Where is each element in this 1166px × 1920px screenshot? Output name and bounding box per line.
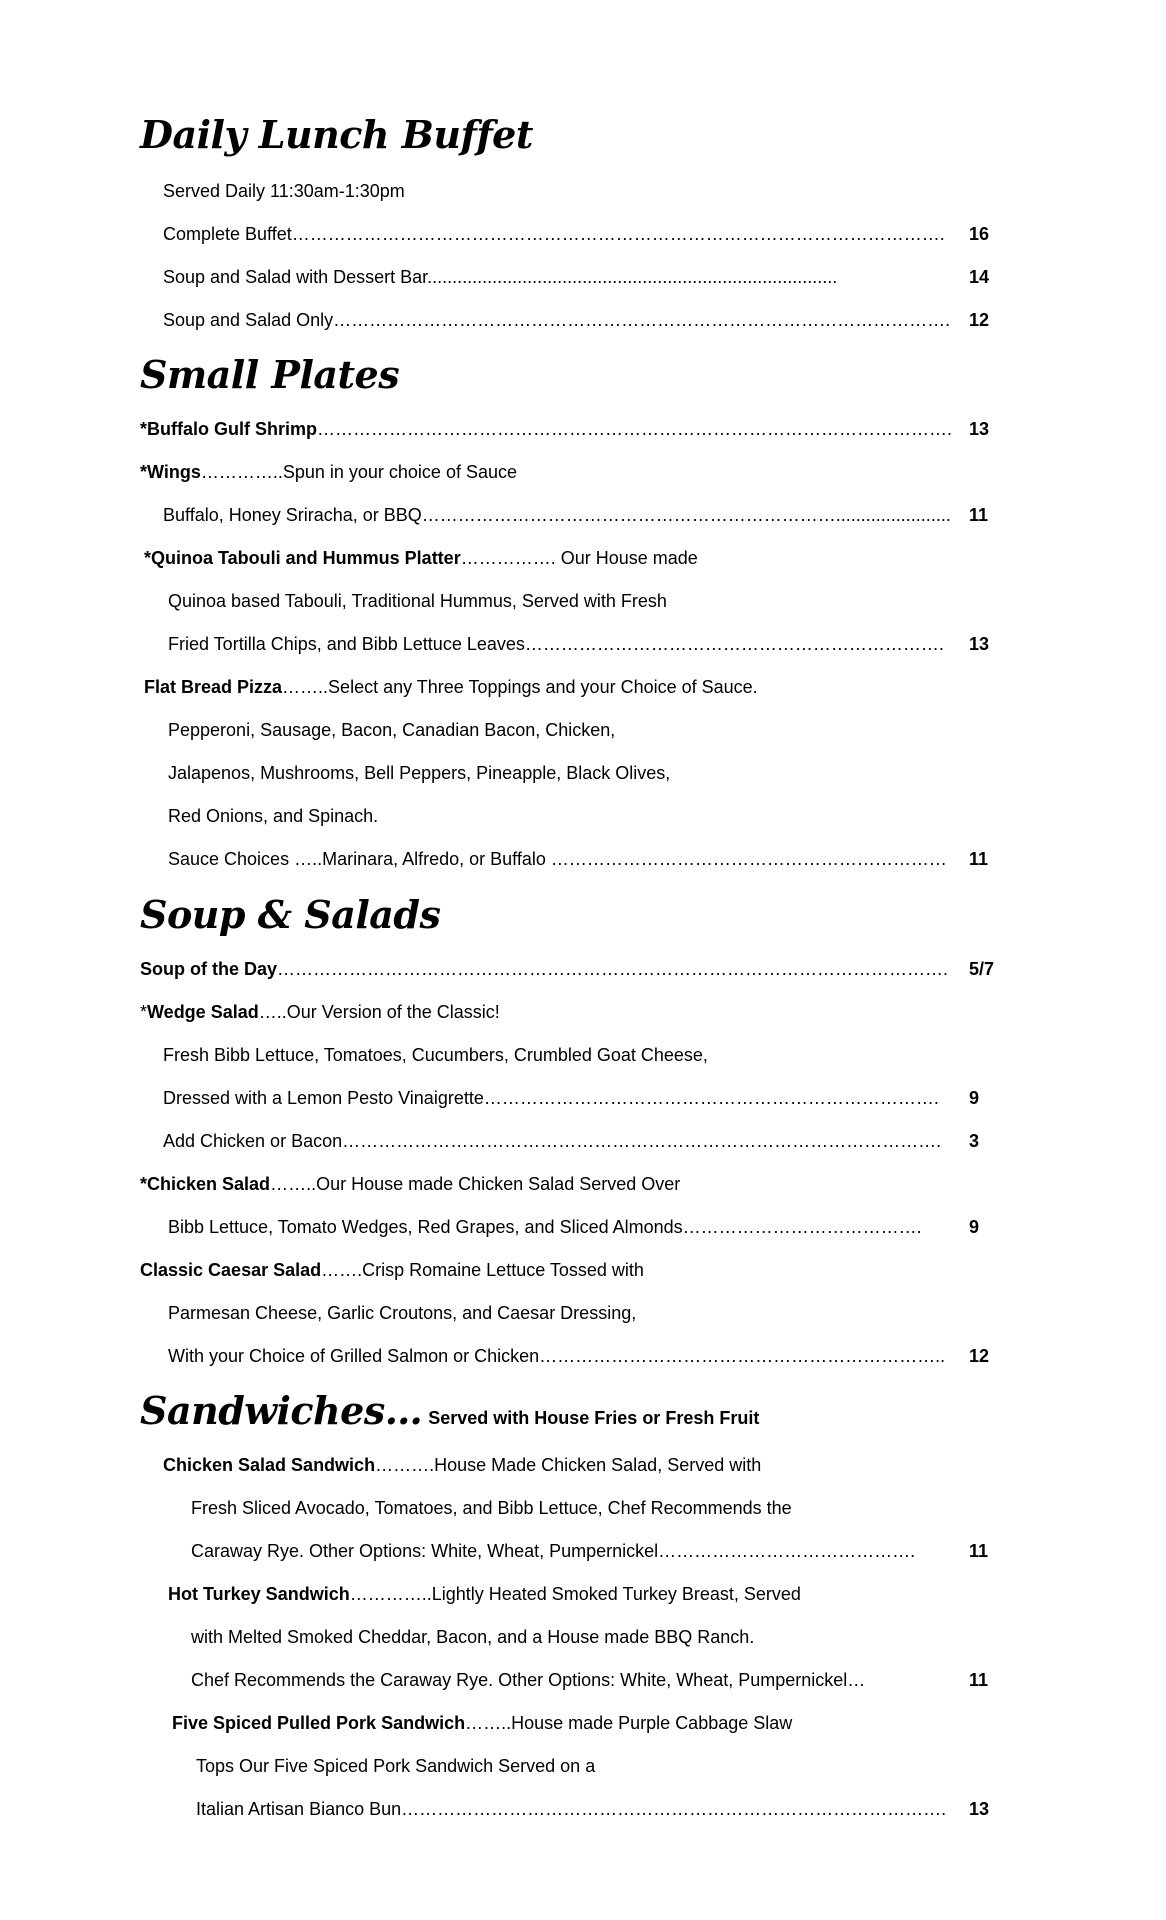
list-item bbox=[0, 715, 1166, 745]
list-item bbox=[0, 1708, 1166, 1738]
list-item bbox=[0, 1126, 1166, 1156]
item-name: Soup of the Day bbox=[140, 959, 278, 979]
item-desc: Bibb Lettuce, Tomato Wedges, Red Grapes, and Sliced Almonds…………………………………. bbox=[168, 1217, 922, 1237]
item-desc: Fresh Bibb Lettuce, Tomatoes, Cucumbers, Crumbled Goat Cheese, bbox=[163, 1045, 708, 1065]
list-item bbox=[0, 997, 1166, 1027]
menu-item-text: Soup and Salad Only…………………………………………………………………………………………. bbox=[163, 310, 951, 330]
menu-item-price: 11 bbox=[969, 505, 989, 525]
item-name: Flat Bread Pizza bbox=[144, 677, 283, 697]
item-name: *Chicken Salad bbox=[140, 1174, 271, 1194]
item-desc: …….Crisp Romaine Lettuce Tossed with bbox=[321, 1260, 644, 1280]
list-item bbox=[0, 801, 1166, 831]
item-desc: Add Chicken or Bacon………………………………………………………………………………………. bbox=[163, 1131, 942, 1151]
sandwiches-heading bbox=[140, 1388, 759, 1441]
lunch-buffet-heading: Daily Lunch Buffet bbox=[140, 112, 533, 157]
sandwiches-subtitle: Served with House Fries or Fresh Fruit bbox=[428, 1408, 760, 1428]
list-item bbox=[0, 672, 1166, 702]
served-hours: Served Daily 11:30am-1:30pm bbox=[163, 181, 405, 201]
menu-item-price: 9 bbox=[969, 1217, 980, 1237]
item-desc: Parmesan Cheese, Garlic Croutons, and Caesar Dressing, bbox=[168, 1303, 637, 1323]
list-item bbox=[0, 305, 1166, 335]
item-desc: Red Onions, and Spinach. bbox=[168, 806, 379, 826]
list-item bbox=[0, 1450, 1166, 1480]
menu-item-price: 14 bbox=[969, 267, 990, 287]
menu-item-price: 13 bbox=[969, 1799, 990, 1819]
item-desc: Buffalo, Honey Sriracha, or BBQ……………………………………………………………....................... bbox=[163, 505, 951, 525]
item-star: * bbox=[140, 1002, 148, 1022]
menu-item-text: Soup and Salad with Dessert Bar.................................................................................. bbox=[163, 267, 838, 287]
list-item bbox=[0, 1579, 1166, 1609]
list-item bbox=[0, 629, 1166, 659]
item-desc: Jalapenos, Mushrooms, Bell Peppers, Pineapple, Black Olives, bbox=[168, 763, 671, 783]
list-item bbox=[0, 1536, 1166, 1566]
list-item bbox=[0, 1341, 1166, 1371]
list-item bbox=[0, 954, 1166, 984]
item-desc: With your Choice of Grilled Salmon or Chicken………………………………………………………….. bbox=[168, 1346, 946, 1366]
list-item bbox=[0, 1040, 1166, 1070]
list-item bbox=[0, 219, 1166, 249]
menu-item-price: 11 bbox=[969, 849, 989, 869]
menu-item-price: 16 bbox=[969, 224, 990, 244]
menu-item-price: 13 bbox=[969, 419, 990, 439]
list-item bbox=[0, 457, 1166, 487]
item-desc: Dressed with a Lemon Pesto Vinaigrette…………………………………………………………………. bbox=[163, 1088, 939, 1108]
menu-item-price: 12 bbox=[969, 1346, 990, 1366]
menu-item-price: 13 bbox=[969, 634, 990, 654]
list-item bbox=[0, 1794, 1166, 1824]
menu-item-price: 5/7 bbox=[969, 959, 995, 979]
item-desc: Caraway Rye. Other Options: White, Wheat, Pumpernickel……………………………………. bbox=[191, 1541, 916, 1561]
item-desc: Pepperoni, Sausage, Bacon, Canadian Bacon, Chicken, bbox=[168, 720, 616, 740]
menu-item-price: 12 bbox=[969, 310, 990, 330]
menu-item-price: 11 bbox=[969, 1541, 989, 1561]
item-desc: …………..Spun in your choice of Sauce bbox=[200, 462, 517, 482]
item-desc: Fresh Sliced Avocado, Tomatoes, and Bibb Lettuce, Chef Recommends the bbox=[191, 1498, 792, 1518]
item-desc: …..Our Version of the Classic! bbox=[258, 1002, 500, 1022]
item-name: *Buffalo Gulf Shrimp bbox=[140, 419, 317, 439]
menu-item-price: 9 bbox=[969, 1088, 980, 1108]
list-item bbox=[0, 586, 1166, 616]
item-desc: ……..Our House made Chicken Salad Served Over bbox=[270, 1174, 681, 1194]
list-item bbox=[0, 1665, 1166, 1695]
item-desc: ……………. Our House made bbox=[460, 548, 698, 568]
menu-item-text: Complete Buffet………………………………………………………………………………………………. bbox=[163, 224, 945, 244]
item-desc: Sauce Choices …..Marinara, Alfredo, or Buffalo ………………………………………………………… bbox=[168, 849, 947, 869]
list-item bbox=[0, 414, 1166, 444]
list-item bbox=[0, 1083, 1166, 1113]
item-desc: Chef Recommends the Caraway Rye. Other Options: White, Wheat, Pumpernickel… bbox=[191, 1670, 866, 1690]
list-item bbox=[0, 500, 1166, 530]
item-dots: ……………………………………………………………………………………………. bbox=[317, 419, 953, 439]
list-item bbox=[0, 758, 1166, 788]
list-item bbox=[0, 1169, 1166, 1199]
item-name: Chicken Salad Sandwich bbox=[163, 1455, 376, 1475]
item-desc: ……….House Made Chicken Salad, Served with bbox=[375, 1455, 762, 1475]
item-name: Five Spiced Pulled Pork Sandwich bbox=[172, 1713, 466, 1733]
list-item bbox=[0, 1255, 1166, 1285]
sandwiches-title: Sandwiches… bbox=[140, 1388, 423, 1433]
small-plates-heading: Small Plates bbox=[140, 352, 400, 397]
item-desc: Tops Our Five Spiced Pork Sandwich Served on a bbox=[196, 1756, 596, 1776]
item-desc: Italian Artisan Bianco Bun………………………………………………………………………………. bbox=[196, 1799, 947, 1819]
item-name: *Quinoa Tabouli and Hummus Platter bbox=[144, 548, 461, 568]
list-item bbox=[0, 1493, 1166, 1523]
item-desc: Fried Tortilla Chips, and Bibb Lettuce Leaves……………………………………………………………. bbox=[168, 634, 944, 654]
item-name: *Wings bbox=[140, 462, 201, 482]
item-desc: ……..House made Purple Cabbage Slaw bbox=[465, 1713, 793, 1733]
list-item bbox=[0, 543, 1166, 573]
menu-item-price: 11 bbox=[969, 1670, 989, 1690]
menu-item-price: 3 bbox=[969, 1131, 980, 1151]
item-name: Hot Turkey Sandwich bbox=[168, 1584, 350, 1604]
list-item bbox=[0, 176, 1166, 206]
list-item bbox=[0, 262, 1166, 292]
item-desc: ……..Select any Three Toppings and your Choice of Sauce. bbox=[282, 677, 758, 697]
item-name: Classic Caesar Salad bbox=[140, 1260, 322, 1280]
item-desc: Quinoa based Tabouli, Traditional Hummus, Served with Fresh bbox=[168, 591, 667, 611]
list-item bbox=[0, 844, 1166, 874]
soup-salads-heading: Soup & Salads bbox=[140, 892, 441, 937]
item-name: Wedge Salad bbox=[147, 1002, 259, 1022]
list-item bbox=[0, 1622, 1166, 1652]
list-item bbox=[0, 1298, 1166, 1328]
item-desc: with Melted Smoked Cheddar, Bacon, and a House made BBQ Ranch. bbox=[191, 1627, 755, 1647]
item-desc: …………..Lightly Heated Smoked Turkey Breast, Served bbox=[349, 1584, 801, 1604]
list-item bbox=[0, 1212, 1166, 1242]
item-dots: …………………………………………………………………………………………………. bbox=[277, 959, 949, 979]
list-item bbox=[0, 1751, 1166, 1781]
